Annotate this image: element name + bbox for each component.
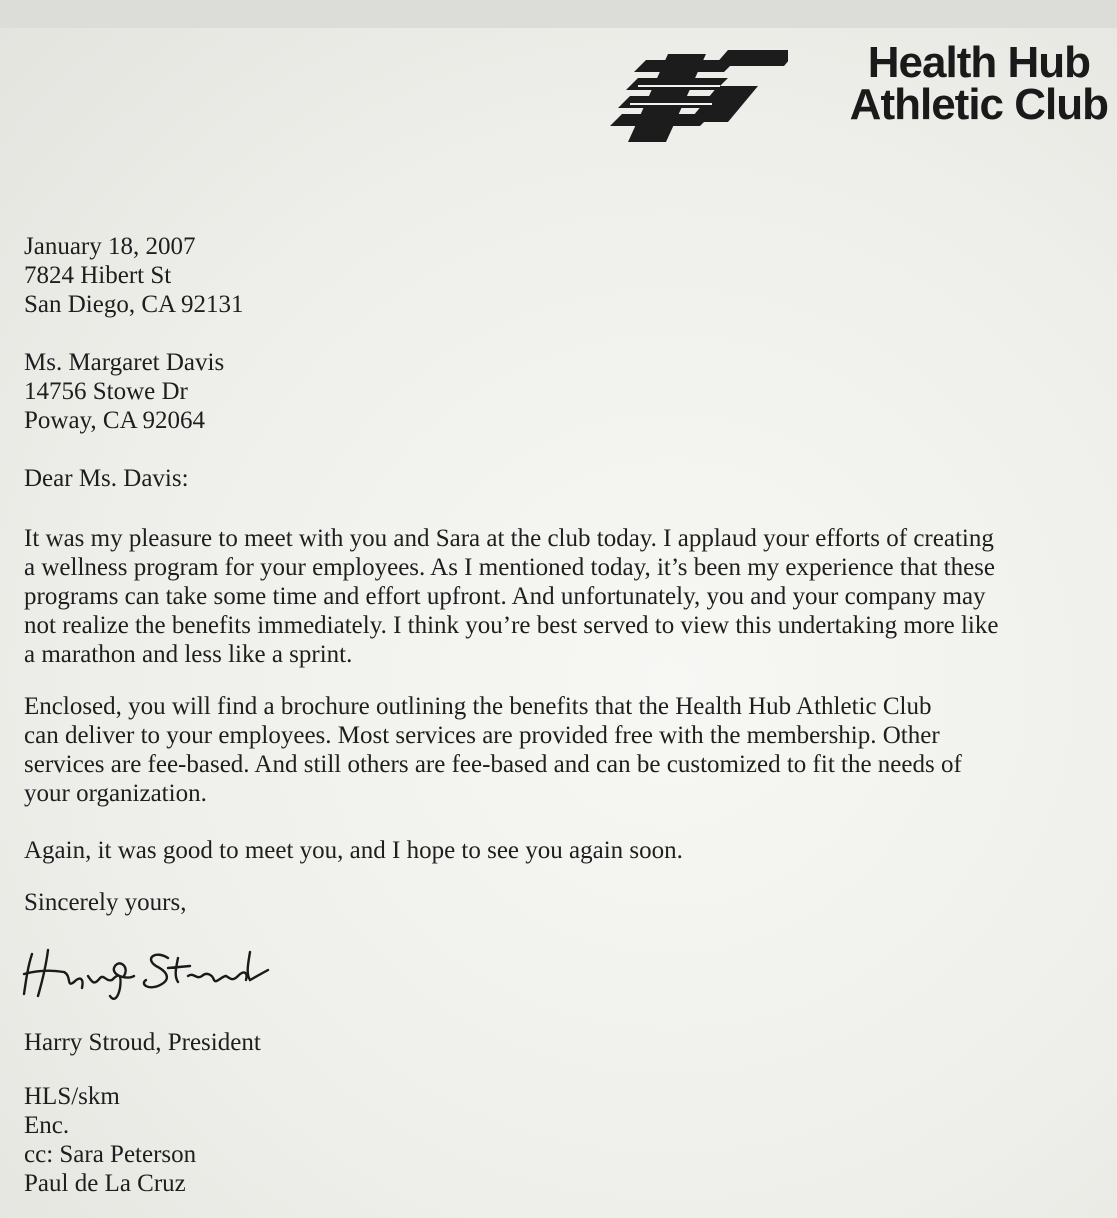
body-paragraph-2 [24,692,1094,808]
recipient-city: Poway, CA 92064 [24,407,206,434]
paragraph-line: your organization. [24,780,207,807]
cc-line-2: Paul de La Cruz [24,1170,186,1197]
scan-top-border [0,0,1117,28]
recipient-block [24,348,224,435]
letterhead-line1: Health Hub [867,38,1090,87]
recipient-street: 14756 Stowe Dr [24,378,188,405]
reference-initials: HLS/skm [24,1083,120,1110]
club-logo [608,38,1108,152]
sender-street: 7824 Hibert St [24,262,172,289]
sender-block [24,232,243,319]
paragraph-line: can deliver to your employees. Most services are provided free with the membership. Other [24,722,940,749]
paragraph-line: a wellness program for your employees. As I mentioned today, it’s been my experience that these [24,554,996,581]
salutation: Dear Ms. Davis: [24,465,189,492]
handwritten-signature [18,936,278,1006]
paragraph-line: It was my pleasure to meet with you and Sara at the club today. I applaud your efforts of creating [24,525,994,552]
letter-notations [24,1082,196,1198]
recipient-name: Ms. Margaret Davis [24,349,225,376]
letter-date: January 18, 2007 [24,233,196,260]
sender-city: San Diego, CA 92131 [24,291,244,318]
closing: Sincerely yours, [24,889,187,916]
letter-page [0,28,1117,1218]
club-logo-icon [608,46,788,156]
paragraph-line: not realize the benefits immediately. I think you’re best served to view this undertaking more like [24,612,999,639]
paragraph-line: services are fee-based. And still others are fee-based and can be customized to fit the needs of [24,751,962,778]
enclosure-note: Enc. [24,1112,70,1139]
body-paragraph-3: Again, it was good to meet you, and I hope to see you again soon. [24,837,683,864]
paragraph-line: a marathon and less like a sprint. [24,641,353,668]
body-paragraph-1 [24,524,1094,669]
paragraph-line: Enclosed, you will find a brochure outlining the benefits that the Health Hub Athletic Club [24,693,932,720]
letterhead-line2: Athletic Club [849,80,1108,129]
cc-line-1: cc: Sara Peterson [24,1141,197,1168]
signer-name: Harry Stroud, President [24,1029,261,1056]
letterhead-text [783,38,1108,129]
paragraph-line: programs can take some time and effort upfront. And unfortunately, you and your company may [24,583,986,610]
